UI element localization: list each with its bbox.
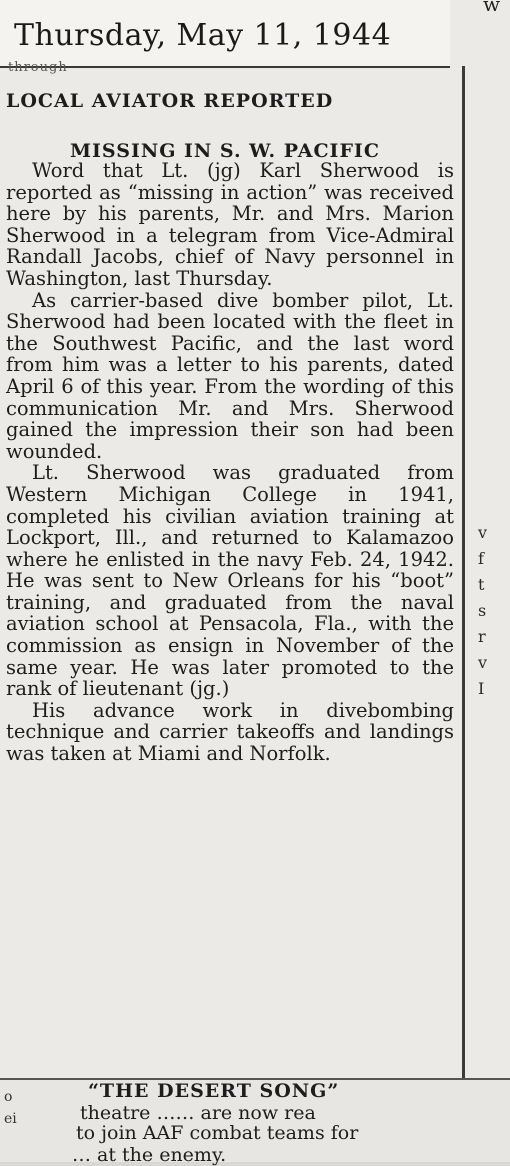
cut-off-previous-line: through xyxy=(8,60,68,75)
headline-line-1: LOCAL AVIATOR REPORTED xyxy=(6,90,334,112)
dateline: Thursday, May 11, 1944 xyxy=(14,18,392,53)
article-body xyxy=(6,160,454,765)
fragment-letter: r xyxy=(478,627,486,646)
fragment-letter: t xyxy=(478,575,485,594)
dateline-banner xyxy=(0,0,450,68)
bottom-clipping xyxy=(0,1078,510,1166)
article xyxy=(0,66,460,1080)
fragment-text: o xyxy=(4,1089,13,1105)
fragment-letter: s xyxy=(478,601,487,620)
fragment-text: ei xyxy=(4,1111,17,1127)
paragraph: His advance work in divebombing technique and carrier takeoffs and landings was taken at Miami and Norfolk. xyxy=(6,698,454,766)
paragraph: As carrier-based dive bomber pilot, Lt. Sherwood had been located with the fleet in the Southwest Pacific, and the last word from him was a letter to his parents, dated April 6 of this year. From the wording of this communication Mr. and Mrs. Sherwood gained the impression their son had been wounded. xyxy=(6,288,454,463)
bottom-text-line: theatre …… are now rea xyxy=(80,1102,316,1124)
bottom-text-line: … at the enemy. xyxy=(72,1144,227,1166)
column-rule xyxy=(462,66,465,1160)
adjacent-column-fragments xyxy=(478,520,508,702)
fragment-letter: v xyxy=(478,653,488,672)
paragraph: Word that Lt. (jg) Karl Sherwood is reported as “missing in action” was received here by his parents, Mr. and Mrs. Marion Sherwood in a telegram from Vice-Admiral Randall Jacobs, chief of Navy personnel in Washington, last Thursday. xyxy=(6,159,454,290)
fragment-letter: I xyxy=(478,679,485,698)
headline-line-2: MISSING IN S. W. PACIFIC xyxy=(70,140,380,162)
fragment-letter: f xyxy=(478,549,484,568)
bottom-headline: “THE DESERT SONG” xyxy=(88,1080,340,1102)
paragraph: Lt. Sherwood was graduated from Western Michigan College in 1941, completed his civilian aviation training at Lockport, Ill., and returned to Kalamazoo where he enlisted in the navy Feb. 24, 1942. He was sent to New Orleans for his “boot” training, and graduated from the naval aviation school at Pensacola, Fla., with the commission as ensign in November of the same year. He was later promoted to the rank of lieutenant (jg.) xyxy=(6,461,454,701)
bottom-text-line: to join AAF combat teams for xyxy=(76,1122,359,1144)
bottom-left-fragments xyxy=(4,1086,17,1130)
cut-off-glyph: w xyxy=(483,0,501,16)
fragment-letter: v xyxy=(478,523,488,542)
